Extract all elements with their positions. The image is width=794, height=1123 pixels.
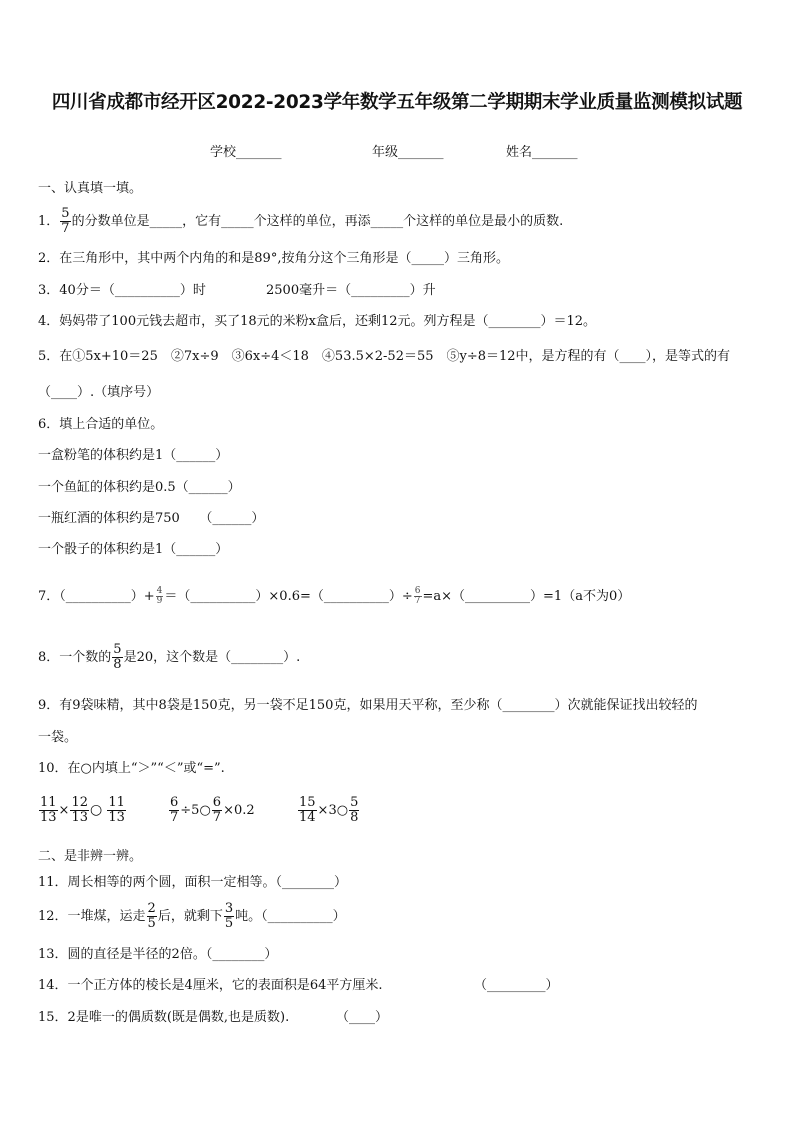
q10-e1-frac-a: $\frac{11}{13}$ xyxy=(40,795,57,825)
question-15: 15．2是唯一的偶质数(既是偶数,也是质数). xyxy=(38,1010,290,1025)
q1-fraction: $\frac{5}{7}$ xyxy=(61,206,70,236)
school-field: 学校_______ xyxy=(210,145,282,160)
question-1 xyxy=(38,207,563,236)
q7-part-1: 7．（__________）+ xyxy=(38,589,155,604)
question-6-item: 一个鱼缸的体积约是0.5（______） xyxy=(38,480,241,495)
q10-e1-frac-b: $\frac{12}{13}$ xyxy=(71,795,88,825)
q10-expression-3 xyxy=(297,796,360,825)
q10-e1-frac-c: $\frac{11}{13}$ xyxy=(108,795,125,825)
question-6-item: 一盒粉笔的体积约是1（______） xyxy=(38,448,229,463)
q10-e2-frac-b: $\frac{6}{7}$ xyxy=(212,795,222,825)
q8-part-1: 8．一个数的 xyxy=(38,650,112,665)
question-9-line1: 9．有9袋味精，其中8袋是150克，另一袋不足150克，如果用天平称，至少称（________）次就能保证找出较轻的 xyxy=(38,698,698,713)
q10-e2-mid: ÷5○ xyxy=(180,803,211,818)
q10-expression-1 xyxy=(38,796,127,825)
q10-expression-2 xyxy=(168,796,255,825)
grade-field: 年级_______ xyxy=(372,145,444,160)
question-13: 13．圆的直径是半径的2倍。（________） xyxy=(38,947,278,962)
question-12 xyxy=(38,902,346,931)
question-3-a: 3．40分＝（__________）时 xyxy=(38,283,206,298)
q1-text: 的分数单位是_____，它有_____个这样的单位，再添_____个这样的单位是最小的质数. xyxy=(71,214,564,229)
question-5-line2: （____）.（填序号） xyxy=(38,385,160,400)
question-2: 2．在三角形中，其中两个内角的和是89°,按角分这个三角形是（_____）三角形。 xyxy=(38,251,509,266)
question-11: 11．周长相等的两个圆，面积一定相等。（________） xyxy=(38,875,348,890)
question-6-item: 一瓶红酒的体积约是750 （______） xyxy=(38,511,265,526)
q10-e1-circle: ○ xyxy=(90,802,103,818)
question-3-b: 2500毫升＝（_________）升 xyxy=(266,283,436,298)
section-2-heading: 二、是非辨一辨。 xyxy=(38,849,143,864)
question-8 xyxy=(38,643,300,672)
q10-e3-mid: ×3○ xyxy=(317,803,349,818)
q7-fraction-1: $\frac{4}{9}$ xyxy=(156,586,163,606)
question-14: 14．一个正方体的棱长是4厘米，它的表面积是64平方厘米. xyxy=(38,978,383,993)
q12-fraction-2: $\frac{3}{5}$ xyxy=(224,901,234,931)
q7-part-3: =a×（__________）=1（a不为0） xyxy=(422,589,631,604)
question-6-item: 一个骰子的体积约是1（______） xyxy=(38,542,229,557)
question-4: 4．妈妈带了100元钱去超市，买了18元的米粉x盒后，还剩12元。列方程是（________）＝12。 xyxy=(38,314,597,329)
q10-e3-frac-a: $\frac{15}{14}$ xyxy=(299,795,316,825)
q7-fraction-2: $\frac{6}{7}$ xyxy=(414,586,421,606)
q7-part-2: ＝（__________）×0.6=（__________）÷ xyxy=(164,589,413,604)
q12-part-1: 12．一堆煤，运走 xyxy=(38,909,146,924)
q12-fraction-1: $\frac{2}{5}$ xyxy=(147,901,156,931)
name-field: 姓名_______ xyxy=(506,145,578,160)
question-6-heading: 6．填上合适的单位。 xyxy=(38,417,164,432)
q1-number: 1． xyxy=(38,214,60,229)
q10-e2-frac-a: $\frac{6}{7}$ xyxy=(170,795,179,825)
q10-e3-frac-b: $\frac{5}{8}$ xyxy=(350,795,359,825)
q8-fraction: $\frac{5}{8}$ xyxy=(113,642,122,672)
page-title: 四川省成都市经开区2022-2023学年数学五年级第二学期期末学业质量监测模拟试题 xyxy=(51,92,743,113)
q12-part-3: 吨。（__________） xyxy=(235,909,346,924)
q8-part-2: 是20，这个数是（________）. xyxy=(123,650,301,665)
question-10-heading: 10．在○内填上“＞”“＜”或“=”. xyxy=(38,761,225,776)
q12-part-2: 后，就剩下 xyxy=(157,909,223,924)
question-14-blank: （_________） xyxy=(474,978,559,993)
question-9-line2: 一袋。 xyxy=(38,730,78,745)
question-15-blank: （____） xyxy=(336,1010,389,1025)
question-7 xyxy=(38,587,630,606)
q10-e2-tail: ×0.2 xyxy=(223,803,255,818)
question-5-line1: 5．在①5x+10＝25 ②7x÷9 ③6x÷4＜18 ④53.5×2-52＝55 ⑤y÷8＝12中，是方程的有（____），是等式的有 xyxy=(38,349,731,364)
q10-e1-op: × xyxy=(58,803,70,818)
section-1-heading: 一、认真填一填。 xyxy=(38,181,143,196)
